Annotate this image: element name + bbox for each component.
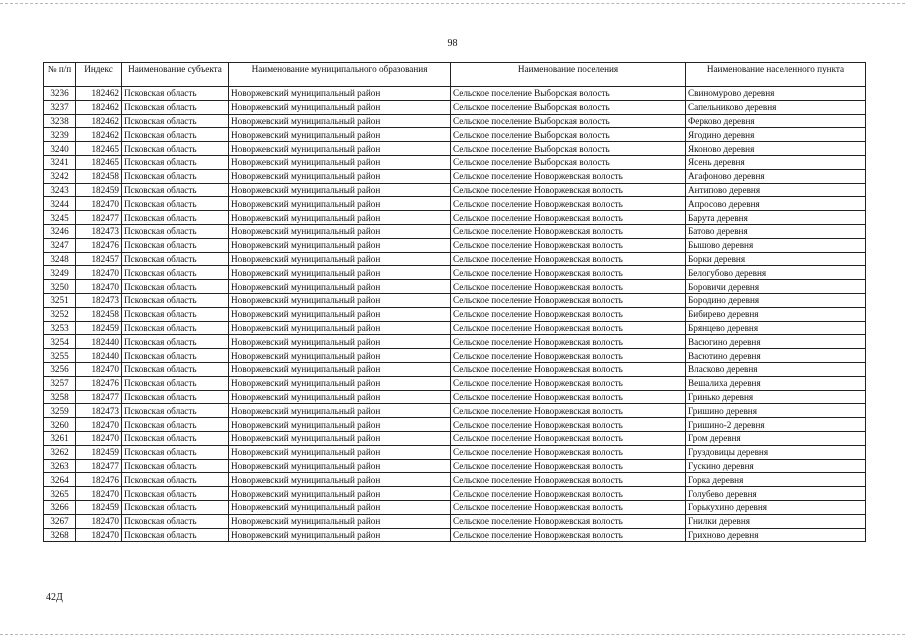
settlement-cell: Сельское поселение Новоржевская волость <box>451 473 686 487</box>
settlement-cell: Сельское поселение Новоржевская волость <box>451 280 686 294</box>
row-number-cell: 3256 <box>44 362 76 376</box>
municipality-cell: Новоржевский муниципальный район <box>229 114 451 128</box>
table-row <box>44 169 866 183</box>
locality-cell: Апросово деревня <box>686 197 866 211</box>
table-row <box>44 335 866 349</box>
row-number-cell: 3252 <box>44 307 76 321</box>
footer-code: 42Д <box>46 592 63 603</box>
locality-cell: Свиномурово деревня <box>686 87 866 101</box>
row-number-cell: 3258 <box>44 390 76 404</box>
postal-index-cell: 182470 <box>76 431 122 445</box>
row-number-cell: 3236 <box>44 87 76 101</box>
row-number-cell: 3257 <box>44 376 76 390</box>
postal-index-cell: 182459 <box>76 183 122 197</box>
municipality-cell: Новоржевский муниципальный район <box>229 390 451 404</box>
table-row <box>44 114 866 128</box>
municipality-cell: Новоржевский муниципальный район <box>229 376 451 390</box>
table-row <box>44 100 866 114</box>
subject-cell: Псковская область <box>122 266 229 280</box>
postal-index-cell: 182470 <box>76 528 122 542</box>
table-body <box>44 87 866 542</box>
subject-cell: Псковская область <box>122 128 229 142</box>
municipality-cell: Новоржевский муниципальный район <box>229 431 451 445</box>
locality-cell: Грихново деревня <box>686 528 866 542</box>
subject-cell: Псковская область <box>122 321 229 335</box>
settlement-cell: Сельское поселение Новоржевская волость <box>451 404 686 418</box>
table-row <box>44 280 866 294</box>
row-number-cell: 3261 <box>44 431 76 445</box>
header-number: № п/п <box>44 63 76 87</box>
subject-cell: Псковская область <box>122 183 229 197</box>
settlement-cell: Сельское поселение Выборская волость <box>451 155 686 169</box>
postal-index-cell: 182470 <box>76 266 122 280</box>
subject-cell: Псковская область <box>122 280 229 294</box>
row-number-cell: 3263 <box>44 459 76 473</box>
postal-index-cell: 182465 <box>76 142 122 156</box>
locality-cell: Ферково деревня <box>686 114 866 128</box>
locality-cell: Гринько деревня <box>686 390 866 404</box>
row-number-cell: 3240 <box>44 142 76 156</box>
table-row <box>44 459 866 473</box>
subject-cell: Псковская область <box>122 459 229 473</box>
settlement-cell: Сельское поселение Новоржевская волость <box>451 376 686 390</box>
locality-cell: Гнилки деревня <box>686 514 866 528</box>
row-number-cell: 3242 <box>44 169 76 183</box>
postal-index-cell: 182440 <box>76 349 122 363</box>
settlement-cell: Сельское поселение Новоржевская волость <box>451 362 686 376</box>
locality-cell: Агафоново деревня <box>686 169 866 183</box>
postal-index-cell: 182476 <box>76 473 122 487</box>
table-row <box>44 142 866 156</box>
municipality-cell: Новоржевский муниципальный район <box>229 280 451 294</box>
postal-index-cell: 182459 <box>76 321 122 335</box>
subject-cell: Псковская область <box>122 376 229 390</box>
locality-cell: Ясень деревня <box>686 155 866 169</box>
subject-cell: Псковская область <box>122 142 229 156</box>
municipality-cell: Новоржевский муниципальный район <box>229 266 451 280</box>
row-number-cell: 3237 <box>44 100 76 114</box>
subject-cell: Псковская область <box>122 431 229 445</box>
settlement-cell: Сельское поселение Выборская волость <box>451 100 686 114</box>
municipality-cell: Новоржевский муниципальный район <box>229 335 451 349</box>
locality-cell: Горькухино деревня <box>686 500 866 514</box>
table-row <box>44 252 866 266</box>
row-number-cell: 3254 <box>44 335 76 349</box>
subject-cell: Псковская область <box>122 87 229 101</box>
postal-index-cell: 182477 <box>76 390 122 404</box>
subject-cell: Псковская область <box>122 473 229 487</box>
postal-index-cell: 182459 <box>76 445 122 459</box>
settlement-cell: Сельское поселение Новоржевская волость <box>451 418 686 432</box>
locality-cell: Брянцево деревня <box>686 321 866 335</box>
postal-index-cell: 182462 <box>76 128 122 142</box>
subject-cell: Псковская область <box>122 390 229 404</box>
subject-cell: Псковская область <box>122 197 229 211</box>
table-header <box>44 63 866 87</box>
subject-cell: Псковская область <box>122 528 229 542</box>
locality-cell: Бышово деревня <box>686 238 866 252</box>
subject-cell: Псковская область <box>122 445 229 459</box>
municipality-cell: Новоржевский муниципальный район <box>229 445 451 459</box>
locality-cell: Васюгино деревня <box>686 335 866 349</box>
settlement-cell: Сельское поселение Новоржевская волость <box>451 349 686 363</box>
municipality-cell: Новоржевский муниципальный район <box>229 307 451 321</box>
locality-cell: Боровичи деревня <box>686 280 866 294</box>
postal-index-cell: 182473 <box>76 224 122 238</box>
settlement-cell: Сельское поселение Новоржевская волость <box>451 183 686 197</box>
scan-edge-bottom <box>0 634 905 635</box>
municipality-cell: Новоржевский муниципальный район <box>229 142 451 156</box>
table-row <box>44 155 866 169</box>
locality-cell: Гускино деревня <box>686 459 866 473</box>
postal-index-cell: 182440 <box>76 335 122 349</box>
settlement-cell: Сельское поселение Новоржевская волость <box>451 266 686 280</box>
municipality-cell: Новоржевский муниципальный район <box>229 87 451 101</box>
postal-index-cell: 182458 <box>76 307 122 321</box>
municipality-cell: Новоржевский муниципальный район <box>229 487 451 501</box>
municipality-cell: Новоржевский муниципальный район <box>229 100 451 114</box>
municipality-cell: Новоржевский муниципальный район <box>229 321 451 335</box>
header-settlement: Наименование поселения <box>451 63 686 87</box>
subject-cell: Псковская область <box>122 293 229 307</box>
municipality-cell: Новоржевский муниципальный район <box>229 238 451 252</box>
locality-cell: Барута деревня <box>686 211 866 225</box>
municipality-cell: Новоржевский муниципальный район <box>229 500 451 514</box>
scan-edge-top <box>0 3 905 4</box>
subject-cell: Псковская область <box>122 487 229 501</box>
subject-cell: Псковская область <box>122 362 229 376</box>
table-row <box>44 211 866 225</box>
table-row <box>44 238 866 252</box>
row-number-cell: 3248 <box>44 252 76 266</box>
row-number-cell: 3241 <box>44 155 76 169</box>
locality-cell: Гром деревня <box>686 431 866 445</box>
subject-cell: Псковская область <box>122 114 229 128</box>
settlement-cell: Сельское поселение Новоржевская волость <box>451 445 686 459</box>
municipality-cell: Новоржевский муниципальный район <box>229 362 451 376</box>
table-row <box>44 128 866 142</box>
postal-index-cell: 182462 <box>76 114 122 128</box>
postal-index-cell: 182470 <box>76 280 122 294</box>
municipality-cell: Новоржевский муниципальный район <box>229 252 451 266</box>
municipality-cell: Новоржевский муниципальный район <box>229 224 451 238</box>
table-row <box>44 445 866 459</box>
postal-index-cell: 182473 <box>76 404 122 418</box>
municipality-cell: Новоржевский муниципальный район <box>229 183 451 197</box>
row-number-cell: 3245 <box>44 211 76 225</box>
table-row <box>44 197 866 211</box>
municipality-cell: Новоржевский муниципальный район <box>229 514 451 528</box>
subject-cell: Псковская область <box>122 211 229 225</box>
table-row <box>44 390 866 404</box>
municipality-cell: Новоржевский муниципальный район <box>229 404 451 418</box>
table-row <box>44 349 866 363</box>
header-municipality: Наименование муниципального образования <box>229 63 451 87</box>
row-number-cell: 3268 <box>44 528 76 542</box>
subject-cell: Псковская область <box>122 500 229 514</box>
subject-cell: Псковская область <box>122 252 229 266</box>
table-row <box>44 473 866 487</box>
locality-cell: Бибирево деревня <box>686 307 866 321</box>
settlement-cell: Сельское поселение Новоржевская волость <box>451 321 686 335</box>
locality-cell: Власково деревня <box>686 362 866 376</box>
postal-index-cell: 182470 <box>76 197 122 211</box>
locality-cell: Борки деревня <box>686 252 866 266</box>
locality-cell: Гришино-2 деревня <box>686 418 866 432</box>
postal-index-cell: 182457 <box>76 252 122 266</box>
settlement-cell: Сельское поселение Выборская волость <box>451 128 686 142</box>
settlement-cell: Сельское поселение Новоржевская волость <box>451 459 686 473</box>
settlement-cell: Сельское поселение Новоржевская волость <box>451 307 686 321</box>
municipality-cell: Новоржевский муниципальный район <box>229 418 451 432</box>
municipality-cell: Новоржевский муниципальный район <box>229 197 451 211</box>
municipality-cell: Новоржевский муниципальный район <box>229 128 451 142</box>
locality-cell: Гришино деревня <box>686 404 866 418</box>
subject-cell: Псковская область <box>122 514 229 528</box>
header-index: Индекс <box>76 63 122 87</box>
subject-cell: Псковская область <box>122 404 229 418</box>
table-row <box>44 431 866 445</box>
locality-cell: Васютино деревня <box>686 349 866 363</box>
table-row <box>44 404 866 418</box>
settlement-cell: Сельское поселение Новоржевская волость <box>451 169 686 183</box>
row-number-cell: 3266 <box>44 500 76 514</box>
postal-index-cell: 182459 <box>76 500 122 514</box>
row-number-cell: 3251 <box>44 293 76 307</box>
subject-cell: Псковская область <box>122 169 229 183</box>
header-row <box>44 63 866 87</box>
row-number-cell: 3262 <box>44 445 76 459</box>
locality-cell: Сапельниково деревня <box>686 100 866 114</box>
row-number-cell: 3250 <box>44 280 76 294</box>
table-row <box>44 266 866 280</box>
postal-index-cell: 182470 <box>76 418 122 432</box>
postal-index-cell: 182476 <box>76 238 122 252</box>
settlement-cell: Сельское поселение Новоржевская волость <box>451 528 686 542</box>
header-subject: Наименование субъекта <box>122 63 229 87</box>
table-row <box>44 307 866 321</box>
table-row <box>44 183 866 197</box>
row-number-cell: 3255 <box>44 349 76 363</box>
table-row <box>44 293 866 307</box>
municipality-cell: Новоржевский муниципальный район <box>229 155 451 169</box>
settlement-cell: Сельское поселение Новоржевская волость <box>451 431 686 445</box>
table-row <box>44 376 866 390</box>
postal-index-cell: 182462 <box>76 87 122 101</box>
row-number-cell: 3249 <box>44 266 76 280</box>
table-row <box>44 487 866 501</box>
table-row <box>44 87 866 101</box>
table-row <box>44 362 866 376</box>
settlement-cell: Сельское поселение Новоржевская волость <box>451 252 686 266</box>
table-row <box>44 514 866 528</box>
subject-cell: Псковская область <box>122 224 229 238</box>
postal-index-cell: 182470 <box>76 487 122 501</box>
settlement-cell: Сельское поселение Новоржевская волость <box>451 293 686 307</box>
subject-cell: Псковская область <box>122 335 229 349</box>
postal-index-cell: 182477 <box>76 459 122 473</box>
row-number-cell: 3267 <box>44 514 76 528</box>
row-number-cell: 3244 <box>44 197 76 211</box>
locality-cell: Голубево деревня <box>686 487 866 501</box>
subject-cell: Псковская область <box>122 418 229 432</box>
settlement-cell: Сельское поселение Новоржевская волость <box>451 211 686 225</box>
settlement-cell: Сельское поселение Новоржевская волость <box>451 390 686 404</box>
settlement-cell: Сельское поселение Новоржевская волость <box>451 224 686 238</box>
settlement-cell: Сельское поселение Новоржевская волость <box>451 238 686 252</box>
table-row <box>44 321 866 335</box>
settlement-cell: Сельское поселение Выборская волость <box>451 114 686 128</box>
locality-cell: Ягодино деревня <box>686 128 866 142</box>
row-number-cell: 3265 <box>44 487 76 501</box>
locality-cell: Белогубово деревня <box>686 266 866 280</box>
row-number-cell: 3260 <box>44 418 76 432</box>
settlement-cell: Сельское поселение Новоржевская волость <box>451 335 686 349</box>
table-row <box>44 418 866 432</box>
postal-index-cell: 182476 <box>76 376 122 390</box>
postal-index-cell: 182477 <box>76 211 122 225</box>
table-row <box>44 224 866 238</box>
municipality-cell: Новоржевский муниципальный район <box>229 169 451 183</box>
row-number-cell: 3253 <box>44 321 76 335</box>
row-number-cell: 3238 <box>44 114 76 128</box>
page-number: 98 <box>447 38 458 49</box>
locality-cell: Антипово деревня <box>686 183 866 197</box>
municipality-cell: Новоржевский муниципальный район <box>229 349 451 363</box>
header-locality: Наименование населенного пункта <box>686 63 866 87</box>
postal-index-cell: 182458 <box>76 169 122 183</box>
subject-cell: Псковская область <box>122 349 229 363</box>
postal-index-cell: 182470 <box>76 514 122 528</box>
settlement-cell: Сельское поселение Новоржевская волость <box>451 197 686 211</box>
settlement-cell: Сельское поселение Новоржевская волость <box>451 514 686 528</box>
table-row <box>44 500 866 514</box>
settlement-cell: Сельское поселение Выборская волость <box>451 142 686 156</box>
municipality-cell: Новоржевский муниципальный район <box>229 459 451 473</box>
postal-index-cell: 182462 <box>76 100 122 114</box>
locality-cell: Горка деревня <box>686 473 866 487</box>
row-number-cell: 3246 <box>44 224 76 238</box>
postal-index-cell: 182470 <box>76 362 122 376</box>
row-number-cell: 3247 <box>44 238 76 252</box>
municipality-cell: Новоржевский муниципальный район <box>229 211 451 225</box>
row-number-cell: 3243 <box>44 183 76 197</box>
subject-cell: Псковская область <box>122 307 229 321</box>
municipality-cell: Новоржевский муниципальный район <box>229 528 451 542</box>
locality-cell: Вешалиха деревня <box>686 376 866 390</box>
postal-index-cell: 182473 <box>76 293 122 307</box>
locality-cell: Груздовицы деревня <box>686 445 866 459</box>
row-number-cell: 3264 <box>44 473 76 487</box>
settlement-cell: Сельское поселение Новоржевская волость <box>451 500 686 514</box>
table-row <box>44 528 866 542</box>
locality-cell: Яконово деревня <box>686 142 866 156</box>
settlement-cell: Сельское поселение Новоржевская волость <box>451 487 686 501</box>
settlement-cell: Сельское поселение Выборская волость <box>451 87 686 101</box>
subject-cell: Псковская область <box>122 155 229 169</box>
row-number-cell: 3259 <box>44 404 76 418</box>
subject-cell: Псковская область <box>122 238 229 252</box>
locality-cell: Бородино деревня <box>686 293 866 307</box>
municipality-cell: Новоржевский муниципальный район <box>229 293 451 307</box>
postal-index-cell: 182465 <box>76 155 122 169</box>
locality-cell: Батово деревня <box>686 224 866 238</box>
subject-cell: Псковская область <box>122 100 229 114</box>
municipality-cell: Новоржевский муниципальный район <box>229 473 451 487</box>
row-number-cell: 3239 <box>44 128 76 142</box>
settlements-table <box>43 62 866 542</box>
